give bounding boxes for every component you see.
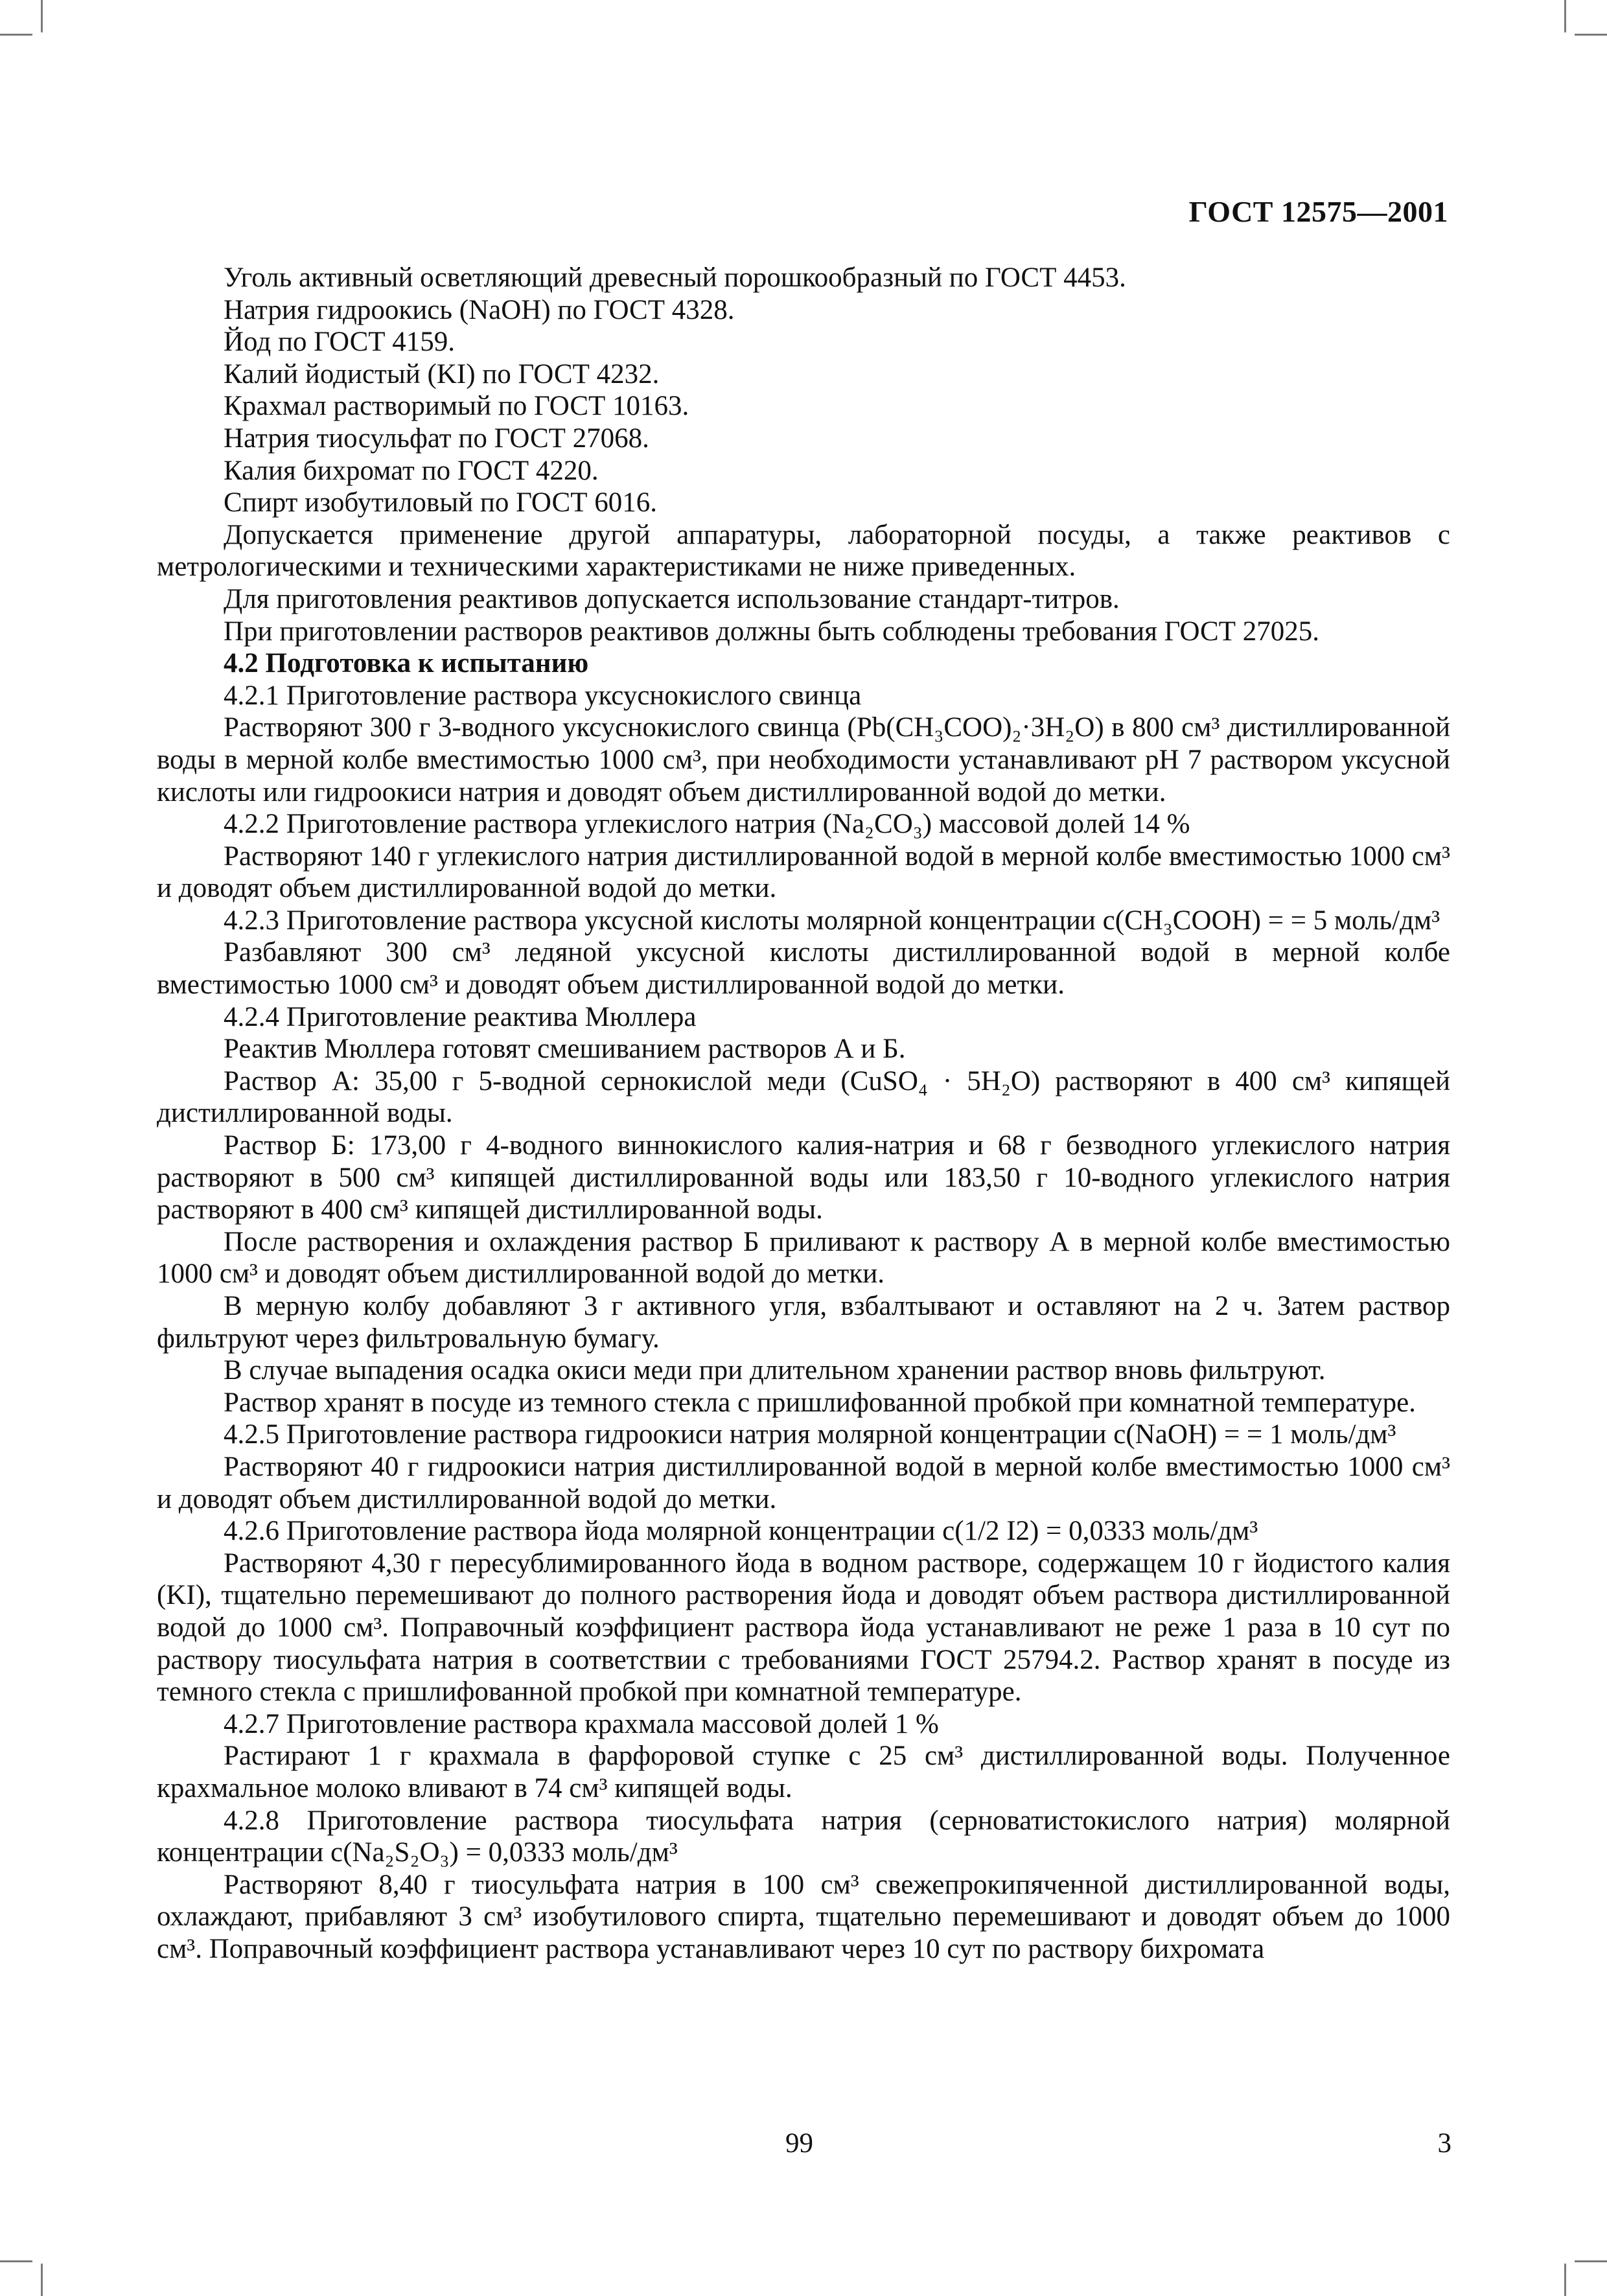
paragraph-4-2-3: Разбавляют 300 см³ ледяной уксусной кислоты дистиллированной водой в мерной колбе вместимостью 1000 см³ и доводят объем дистиллированной водой до метки.: [157, 937, 1450, 1001]
section-heading-4-2: 4.2 Подготовка к испытанию: [224, 648, 589, 679]
paragraph-4-2-6: Растворяют 4,30 г пересублимированного йода в водном растворе, содержащем 10 г йодистого калия (KI), тщательно перемешивают до полного растворения йода и доводят объем раствора дистиллированной водой до 1000 см³. Поправочный коэффициент раствора йода устанавливают не реже 1 раза в 10 сут по раствору тиосульфата натрия в соответствии с требованиями ГОСТ 25794.2. Раствор хранят в посуде из темного стекла с пришлифованной пробкой при комнатной температуре.: [157, 1548, 1450, 1708]
paragraph-4-2-7: Растирают 1 г крахмала в фарфоровой ступке с 25 см³ дистиллированной воды. Полученное крахмальное молоко вливают в 74 см³ кипящей воды.: [157, 1741, 1450, 1803]
paragraph-allow-equipment: Допускается применение другой аппаратуры, лабораторной посуды, а также реактивов с метрологическими и техническими характеристиками не ниже приведенных.: [157, 519, 1450, 583]
paragraph-4-2-4-e: В мерную колбу добавляют 3 г активного угля, взбалтывают и оставляют на 2 ч. Затем раствор фильтруют через фильтровальную бумагу.: [157, 1291, 1450, 1354]
page-number: 99: [785, 2128, 813, 2159]
subsection-heading-4-2-8: 4.2.8 Приготовление раствора тиосульфата натрия (серноватистокислого натрия) молярной концентрации c(Na₂S₂O₃) = 0,0333 моль/дм³: [157, 1805, 1450, 1868]
reagent-item: Уголь активный осветляющий древесный порошкообразный по ГОСТ 4453.: [224, 262, 1126, 293]
paragraph-4-2-4-b: Раствор А: 35,00 г 5-водной сернокислой меди (CuSO₄ · 5H₂O) растворяют в 400 см³ кипящей дистиллированной воды.: [157, 1065, 1450, 1129]
subsection-heading-4-2-6: 4.2.6 Приготовление раствора йода молярной концентрации c(1/2 I2) = 0,0333 моль/дм³: [224, 1516, 1258, 1547]
crop-mark-bottom-left-v: [41, 2264, 43, 2296]
subsection-heading-4-2-3: 4.2.3 Приготовление раствора уксусной кислоты молярной концентрации c(CH₃COOH) = = 5 моль/дм³: [224, 905, 1440, 936]
paragraph-4-2-4-f: В случае выпадения осадка окиси меди при длительном хранении раствор вновь фильтруют.: [224, 1355, 1326, 1386]
subsection-heading-4-2-5: 4.2.5 Приготовление раствора гидроокиси натрия молярной концентрации c(NaOH) = = 1 моль/дм³: [224, 1419, 1396, 1450]
crop-mark-top-right-h: [1575, 34, 1607, 36]
reagent-item: Калий йодистый (KI) по ГОСТ 4232.: [224, 358, 660, 389]
paragraph-4-2-5: Растворяют 40 г гидроокиси натрия дистиллированной водой в мерной колбе вместимостью 1000 см³ и доводят объем дистиллированной водой до метки.: [157, 1451, 1450, 1514]
subsection-heading-4-2-2: 4.2.2 Приготовление раствора углекислого натрия (Na₂CO₃) массовой долей 14 %: [224, 809, 1190, 840]
paragraph-4-2-8: Растворяют 8,40 г тиосульфата натрия в 100 см³ свежепрокипяченной дистиллированной воды, охлаждают, прибавляют 3 см³ изобутилового спирта, тщательно перемешивают и доводят объем до 1000 см³. Поправочный коэффициент раствора устанавливают через 10 сут по раствору бихромата: [157, 1869, 1450, 1964]
paragraph-4-2-4-d: После растворения и охлаждения раствор Б приливают к раствору А в мерной колбе вместимостью 1000 см³ и доводят объем дистиллированной водой до метки.: [157, 1226, 1450, 1290]
subsection-heading-4-2-4: 4.2.4 Приготовление реактива Мюллера: [224, 1001, 697, 1032]
reagent-item: Натрия тиосульфат по ГОСТ 27068.: [224, 423, 649, 454]
paragraph-4-2-1: Растворяют 300 г 3-водного уксуснокислого свинца (Pb(CH₃COO)₂·3H₂O) в 800 см³ дистиллированной воды в мерной колбе вместимостью 1000 см³, при необходимости устанавливают рН 7 раствором уксусной кислоты или гидроокиси натрия и доводят объем дистиллированной водой до метки.: [157, 712, 1450, 807]
reagent-item: Калия бихромат по ГОСТ 4220.: [224, 455, 599, 486]
subsection-heading-4-2-7: 4.2.7 Приготовление раствора крахмала массовой долей 1 %: [224, 1708, 939, 1739]
paragraph-4-2-2: Растворяют 140 г углекислого натрия дистиллированной водой в мерной колбе вместимостью 1000 см³ и доводят объем дистиллированной водой до метки.: [157, 841, 1450, 904]
reagent-item: Крахмал растворимый по ГОСТ 10163.: [224, 391, 689, 422]
crop-mark-bottom-right-v: [1564, 2264, 1566, 2296]
sheet-number: 3: [1437, 2128, 1451, 2159]
paragraph-requirements: При приготовлении растворов реактивов должны быть соблюдены требования ГОСТ 27025.: [224, 616, 1319, 647]
paragraph-4-2-4-g: Раствор хранят в посуде из темного стекла с пришлифованной пробкой при комнатной температуре.: [224, 1387, 1416, 1418]
crop-mark-top-left-v: [41, 0, 43, 32]
crop-mark-bottom-right-h: [1575, 2260, 1607, 2262]
page-body: [157, 262, 1450, 1965]
paragraph-standard-titers: Для приготовления реактивов допускается использование стандарт-титров.: [224, 583, 1120, 614]
crop-mark-bottom-left-h: [0, 2260, 32, 2262]
crop-mark-top-left-h: [0, 34, 32, 36]
reagent-item: Натрия гидроокись (NaOH) по ГОСТ 4328.: [224, 294, 735, 325]
reagent-item: Спирт изобутиловый по ГОСТ 6016.: [224, 487, 657, 518]
document-code-header: ГОСТ 12575—2001: [1188, 195, 1448, 228]
reagent-list: [157, 262, 1450, 519]
subsection-heading-4-2-1: 4.2.1 Приготовление раствора уксуснокислого свинца: [224, 680, 862, 711]
reagent-item: Йод по ГОСТ 4159.: [224, 327, 456, 358]
paragraph-4-2-4-c: Раствор Б: 173,00 г 4-водного виннокислого калия-натрия и 68 г безводного углекислого натрия растворяют в 500 см³ кипящей дистиллированной воды или 183,50 г 10-водного углекислого натрия растворяют в 400 см³ кипящей дистиллированной воды.: [157, 1130, 1450, 1225]
crop-mark-top-right-v: [1564, 0, 1566, 32]
paragraph-4-2-4-a: Реактив Мюллера готовят смешиванием растворов А и Б.: [224, 1034, 906, 1065]
